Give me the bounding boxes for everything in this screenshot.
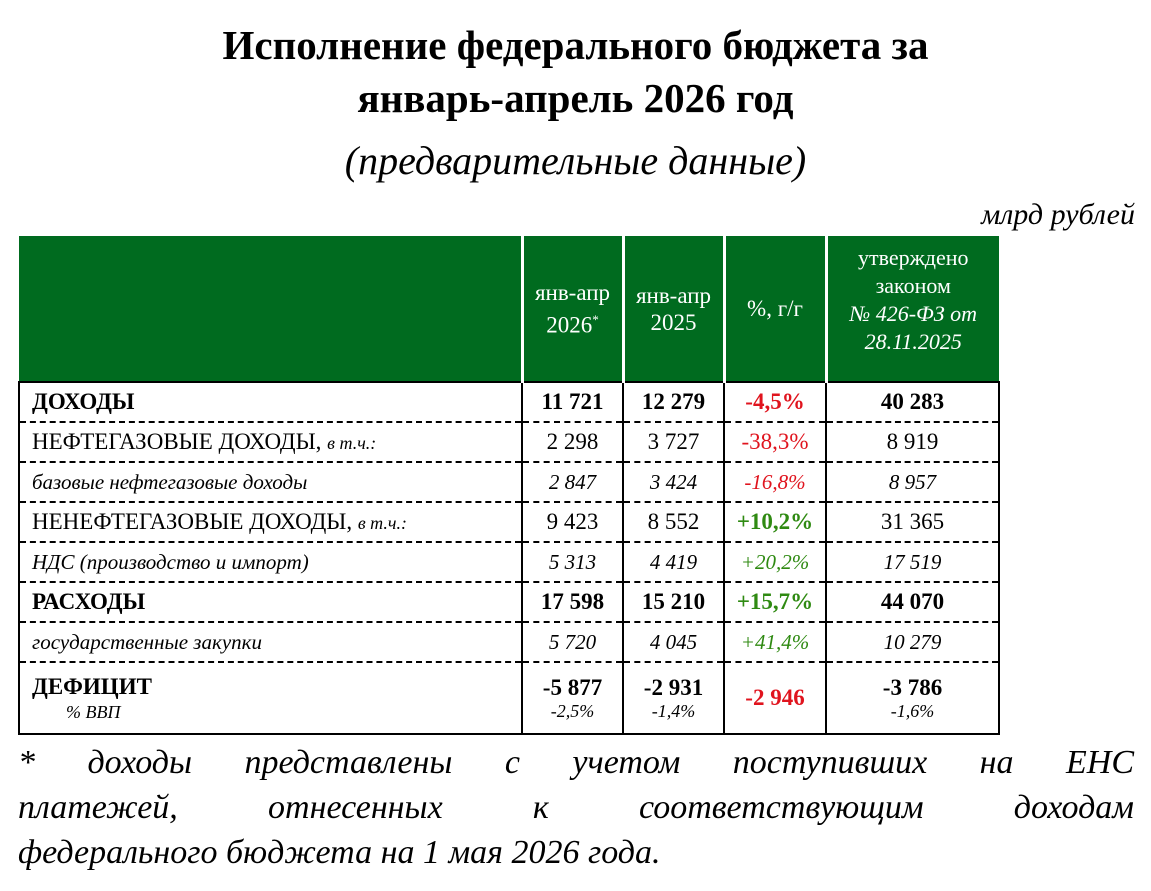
table-row-revenues xyxy=(19,382,999,422)
row-label-suffix: в т.ч.: xyxy=(327,433,377,453)
cell-yoy: +41,4% xyxy=(724,622,826,662)
cell-2025: 15 210 xyxy=(623,582,724,622)
deficit-2025-gdp: -1,4% xyxy=(651,700,696,721)
cell-yoy: -4,5% xyxy=(724,382,826,422)
footnote-line1: * доходы представлены с учетом поступивших на ЕНС xyxy=(18,744,1134,781)
cell-2025: 8 552 xyxy=(623,502,724,542)
header-blank-cell xyxy=(19,236,522,382)
header-col1-line1: янв-апр xyxy=(534,279,611,305)
deficit-law-gdp: -1,6% xyxy=(890,700,935,721)
page-title-line1: Исполнение федерального бюджета за xyxy=(222,22,929,68)
table-header-row xyxy=(19,236,999,382)
header-col1-line2: 2026 xyxy=(546,312,593,338)
cell-2025: 12 279 xyxy=(623,382,724,422)
row-label xyxy=(19,662,522,734)
cell-2026: 2 847 xyxy=(522,462,623,502)
cell-law xyxy=(826,662,999,734)
row-label-suffix: в т.ч.: xyxy=(357,513,407,533)
deficit-2025-value: -2 931 xyxy=(643,674,704,700)
units-label: млрд рублей xyxy=(981,198,1135,231)
footnote-line2: платежей, отнесенных к соответствующим доходам xyxy=(18,789,1134,826)
table-row-expenditures xyxy=(19,582,999,622)
header-col4-line1: утверждено xyxy=(857,245,969,270)
header-col2-line2: 2025 xyxy=(650,309,697,335)
header-col4-line2: законом xyxy=(875,273,951,298)
cell-2025: 4 045 xyxy=(623,622,724,662)
deficit-law-value: -3 786 xyxy=(882,674,943,700)
table-row-deficit xyxy=(19,662,999,734)
cell-2026: 11 721 xyxy=(522,382,623,422)
footnote-mark: * xyxy=(592,311,599,327)
cell-2025: 3 424 xyxy=(623,462,724,502)
row-label: ДОХОДЫ xyxy=(19,382,522,422)
cell-2026: 17 598 xyxy=(522,582,623,622)
cell-2026: 5 720 xyxy=(522,622,623,662)
page-title-line2: январь-апрель 2026 год xyxy=(357,75,794,121)
cell-yoy: +20,2% xyxy=(724,542,826,582)
cell-law: 17 519 xyxy=(826,542,999,582)
cell-yoy: +10,2% xyxy=(724,502,826,542)
cell-2026: 9 423 xyxy=(522,502,623,542)
row-label xyxy=(19,502,522,542)
cell-law: 8 919 xyxy=(826,422,999,462)
cell-yoy: -16,8% xyxy=(724,462,826,502)
page-subtitle: (предварительные данные) xyxy=(344,138,807,183)
cell-yoy: -38,3% xyxy=(724,422,826,462)
header-jan-apr-2026 xyxy=(522,236,623,382)
cell-law: 31 365 xyxy=(826,502,999,542)
cell-law: 8 957 xyxy=(826,462,999,502)
cell-law: 44 070 xyxy=(826,582,999,622)
deficit-2026-gdp: -2,5% xyxy=(550,700,595,721)
deficit-label: ДЕФИЦИТ xyxy=(32,673,152,699)
footnote-line3: федерального бюджета на 1 мая 2026 года. xyxy=(18,834,661,871)
deficit-gdp-label: % ВВП xyxy=(66,701,121,722)
cell-2026: 2 298 xyxy=(522,422,623,462)
cell-2025: 3 727 xyxy=(623,422,724,462)
cell-diff: -2 946 xyxy=(724,662,826,734)
cell-law: 10 279 xyxy=(826,622,999,662)
deficit-2026-value: -5 877 xyxy=(542,674,603,700)
table-row-public-procurement xyxy=(19,622,999,662)
cell-2025: 4 419 xyxy=(623,542,724,582)
table-row-vat xyxy=(19,542,999,582)
footnote xyxy=(18,740,1134,875)
header-jan-apr-2025 xyxy=(623,236,724,382)
row-label: государственные закупки xyxy=(19,622,522,662)
row-label: РАСХОДЫ xyxy=(19,582,522,622)
cell-2026: 5 313 xyxy=(522,542,623,582)
cell-2025 xyxy=(623,662,724,734)
cell-yoy: +15,7% xyxy=(724,582,826,622)
budget-table xyxy=(18,236,1000,735)
header-yoy-percent: %, г/г xyxy=(724,236,826,382)
header-approved-by-law xyxy=(826,236,999,382)
row-label xyxy=(19,422,522,462)
cell-law: 40 283 xyxy=(826,382,999,422)
row-label-text: НЕНЕФТЕГАЗОВЫЕ ДОХОДЫ, xyxy=(32,509,353,534)
table-row-non-oil-gas-revenues xyxy=(19,502,999,542)
table-row-base-oil-gas xyxy=(19,462,999,502)
table-row-oil-gas-revenues xyxy=(19,422,999,462)
header-col4-line4: 28.11.2025 xyxy=(864,329,962,354)
cell-2026 xyxy=(522,662,623,734)
header-col2-line1: янв-апр xyxy=(635,282,712,308)
row-label-text: НЕФТЕГАЗОВЫЕ ДОХОДЫ, xyxy=(32,429,322,454)
row-label: НДС (производство и импорт) xyxy=(19,542,522,582)
header-col4-line3: № 426-ФЗ от xyxy=(849,301,978,326)
row-label: базовые нефтегазовые доходы xyxy=(19,462,522,502)
